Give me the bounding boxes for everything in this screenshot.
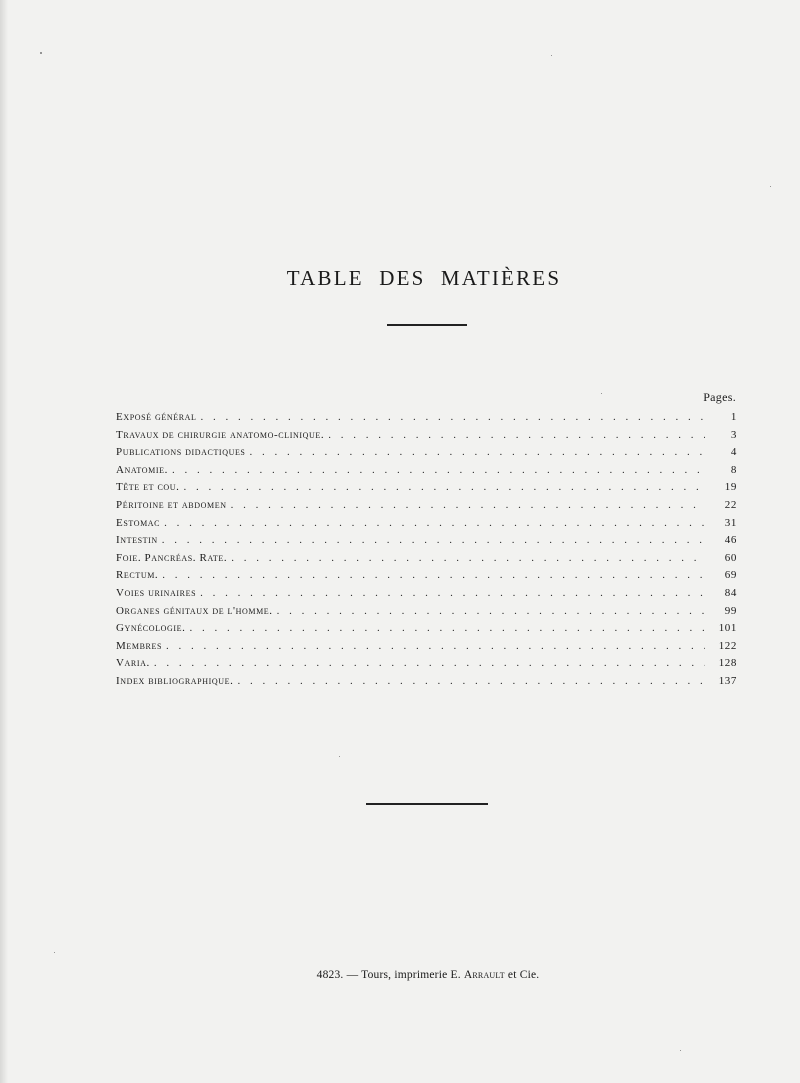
- toc-entry: [116, 499, 737, 517]
- toc-entry-page: 84: [724, 586, 737, 599]
- page-title: TABLE DES MATIÈRES: [286, 266, 562, 290]
- toc-entry: [116, 622, 737, 640]
- toc-entry: [116, 675, 737, 693]
- table-of-contents: [116, 411, 737, 693]
- imprint-printer-name: Arrault: [463, 969, 505, 981]
- paper-speck: [339, 756, 340, 757]
- printer-imprint: [0, 969, 800, 981]
- toc-entry-title: Intestin: [116, 534, 158, 547]
- dot-leader: [231, 552, 705, 564]
- toc-entry-title: Exposé général: [116, 411, 197, 423]
- toc-entry-title: Rectum.: [116, 569, 159, 582]
- dot-leader: [166, 640, 705, 652]
- dot-leader: [189, 622, 705, 634]
- toc-entry-title: Anatomie.: [116, 463, 168, 476]
- dot-leader: [237, 675, 705, 687]
- toc-entry: [116, 552, 737, 570]
- paper-speck: [770, 186, 771, 187]
- dot-leader: [162, 569, 705, 581]
- dot-leader: [250, 446, 706, 458]
- pages-column-label: Pages.: [703, 390, 736, 404]
- toc-entry: [116, 569, 737, 587]
- toc-entry: [116, 446, 737, 464]
- toc-entry: [116, 517, 737, 535]
- toc-entry-page: 60: [724, 551, 737, 564]
- toc-entry-page: 122: [718, 639, 737, 652]
- toc-entry-page: 46: [724, 534, 737, 547]
- toc-entry: [116, 587, 737, 605]
- toc-entry-page: 128: [718, 657, 737, 670]
- toc-entry: [116, 429, 737, 447]
- toc-entry-title: Travaux de chirurgie anatomo-clinique.: [116, 428, 325, 441]
- toc-entry-title: Tête et cou.: [116, 481, 180, 494]
- toc-entry-title: Voies urinaires: [116, 586, 197, 599]
- toc-entry-page: 19: [724, 481, 737, 494]
- toc-entry: [116, 657, 737, 675]
- dot-leader: [162, 534, 705, 546]
- toc-entry: [116, 481, 737, 499]
- paper-speck: [601, 393, 602, 394]
- toc-entry: [116, 411, 737, 429]
- dot-leader: [164, 517, 705, 529]
- toc-entry-title: Gynécologie.: [116, 622, 186, 635]
- toc-entry-page: 3: [730, 428, 737, 441]
- toc-entry: [116, 640, 737, 658]
- toc-entry-page: 22: [724, 498, 737, 511]
- title-rule: [387, 324, 467, 326]
- paper-speck: [551, 55, 552, 56]
- dot-leader: [328, 429, 705, 441]
- dot-leader: [172, 464, 705, 476]
- toc-entry-page: 8: [730, 463, 737, 476]
- toc-entry-title: Index bibliographique.: [116, 674, 234, 687]
- dot-leader: [200, 587, 705, 599]
- dot-leader: [154, 657, 705, 669]
- closing-rule: [366, 803, 488, 805]
- toc-entry-title: Foie. Pancréas. Rate.: [116, 551, 228, 564]
- toc-entry: [116, 464, 737, 482]
- page-edge-shadow: [0, 0, 8, 1083]
- dot-leader: [277, 605, 705, 617]
- toc-entry-title: Organes génitaux de l'homme.: [116, 604, 273, 617]
- toc-entry: [116, 534, 737, 552]
- imprint-suffix: et Cie.: [504, 969, 540, 981]
- toc-entry-title: Publications didactiques: [116, 446, 246, 459]
- dot-leader: [231, 499, 705, 511]
- dot-leader: [184, 481, 706, 493]
- paper-speck: [40, 52, 42, 54]
- toc-entry-page: 1: [730, 411, 737, 423]
- paper-speck: [54, 952, 55, 953]
- toc-entry-page: 4: [730, 446, 737, 459]
- toc-entry-title: Péritoine et abdomen: [116, 498, 227, 511]
- imprint-prefix: 4823. — Tours, imprimerie E.: [316, 969, 464, 981]
- toc-entry-page: 69: [724, 569, 737, 582]
- toc-entry-page: 101: [718, 622, 737, 635]
- toc-entry-page: 137: [718, 674, 737, 687]
- toc-entry-title: Membres: [116, 639, 162, 652]
- dot-leader: [201, 411, 705, 423]
- toc-entry-title: Varia.: [116, 657, 150, 670]
- toc-entry-title: Estomac: [116, 516, 161, 529]
- toc-entry-page: 31: [724, 516, 737, 529]
- toc-entry: [116, 605, 737, 623]
- toc-entry-page: 99: [724, 604, 737, 617]
- paper-speck: [680, 1050, 681, 1051]
